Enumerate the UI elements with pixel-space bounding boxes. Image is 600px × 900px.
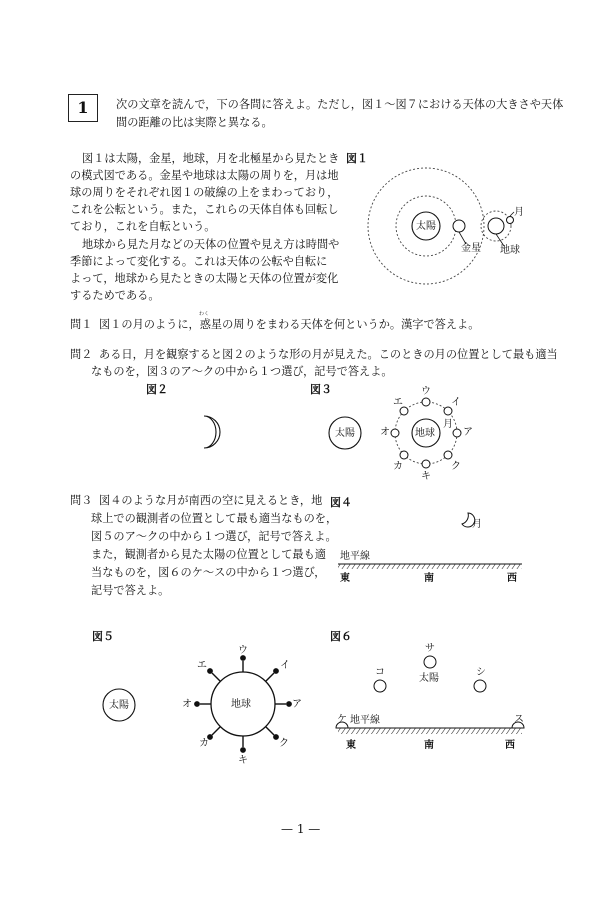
fig6-pos-sa: サ <box>425 643 435 654</box>
intro-line-1: 次の文章を読んで，下の各問に答えよ。ただし，図１～図７における天体の大きさや天体 <box>116 98 564 111</box>
fig5-pos-i: イ <box>280 660 290 671</box>
passage-line: よって，地球から見たときの太陽と天体の位置が変化 <box>70 272 339 285</box>
q3-line: 球上での観測者の位置として最も適当なものを， <box>91 512 338 525</box>
fig3-pos-i: イ <box>451 397 461 408</box>
q2-label: 問２ <box>70 348 93 361</box>
q3-line: 記号で答えよ。 <box>91 584 170 597</box>
passage-line: 図１は太陽，金星，地球，月を北極星から見たとき <box>82 152 340 165</box>
fig3-pos-ka: カ <box>393 461 403 472</box>
fig5-label: 図５ <box>92 630 114 643</box>
fig3-pos-ki: キ <box>421 471 431 482</box>
q2-line: ある日，月を観察すると図２のような形の月が見えた。このときの月の位置として最も適当 <box>99 348 558 361</box>
passage-line: ており，これを自転という。 <box>70 220 216 233</box>
fig3-sun-label: 太陽 <box>335 428 355 439</box>
passage-line: 地球から見た月などの天体の位置や見え方は時間や <box>82 238 340 251</box>
fig5-pos-e: エ <box>197 660 207 671</box>
fig4-east-label: 東 <box>340 573 350 584</box>
fig1-earth-label: 地球 <box>500 245 520 256</box>
page-number: — 1 — <box>281 822 321 836</box>
fig5-pos-o: オ <box>182 699 192 710</box>
fig5-pos-ka: カ <box>199 738 209 749</box>
fig5-pos-ki: キ <box>238 755 248 766</box>
fig5-pos-a: ア <box>292 699 302 710</box>
fig2-label: 図２ <box>146 383 168 396</box>
fig5-sun-label: 太陽 <box>109 700 129 711</box>
fig4-west-label: 西 <box>507 573 517 584</box>
q3-line: 図４のような月が南西の空に見えるとき，地 <box>99 494 323 507</box>
fig6-pos-ke: ケ <box>337 714 347 725</box>
fig1-sun-label: 太陽 <box>416 221 436 232</box>
fig3-earth-label: 地球 <box>415 428 435 439</box>
passage-line: の模式図である。金星や地球は太陽の周りを，月は地 <box>70 169 339 182</box>
fig6-label: 図６ <box>330 630 352 643</box>
q1-label: 問１ <box>70 318 93 331</box>
fig4-south-label: 南 <box>424 573 434 584</box>
fig5-earth-label: 地球 <box>231 699 251 710</box>
passage-line: するためである。 <box>70 289 160 302</box>
intro-line-2: 間の距離の比は実際と異なる。 <box>116 116 273 129</box>
fig6-pos-su: ス <box>514 714 524 725</box>
fig3-pos-a: ア <box>463 427 473 438</box>
fig6-pos-ko: コ <box>375 667 385 678</box>
q1-text: 図１の月のように，惑星の周りをまわる天体を何というか。漢字で答えよ。 <box>99 318 480 331</box>
fig4-horizon-label: 地平線 <box>340 551 370 562</box>
fig6-horizon-label: 地平線 <box>350 715 380 726</box>
passage-line: 季節によって変化する。これは天体の公転や自転に <box>70 255 328 268</box>
fig1-moon-label: 月 <box>514 207 524 218</box>
fig5-pos-ku: ク <box>279 738 289 749</box>
passage-line: 球の周りをそれぞれ図１の破線の上をまわっており， <box>70 186 339 199</box>
fig4-moon-label: 月 <box>472 519 482 530</box>
passage-line: これを公転という。また，これらの天体自体も回転し <box>70 203 339 216</box>
q3-label: 問３ <box>70 494 93 507</box>
fig3-label: 図３ <box>310 383 332 396</box>
fig3-pos-o: オ <box>380 427 390 438</box>
fig3-pos-u: ウ <box>421 386 431 397</box>
q3-line: 図５のア～クの中から１つ選び，記号で答えよ。 <box>91 530 337 543</box>
fig6-south-label: 南 <box>424 740 434 751</box>
fig3-pos-ku: ク <box>451 461 461 472</box>
fig6-west-label: 西 <box>505 740 515 751</box>
fig1-label: 図１ <box>346 152 368 165</box>
q2-line: なものを，図３のア～クの中から１つ選び，記号で答えよ。 <box>91 365 393 378</box>
fig6-pos-shi: シ <box>476 667 486 678</box>
question-number: 1 <box>68 94 98 122</box>
q3-line: また，観測者から見た太陽の位置として最も適 <box>91 548 326 561</box>
fig3-moon-label: 月 <box>443 419 453 430</box>
fig6-sun-label: 太陽 <box>419 673 439 684</box>
fig6-east-label: 東 <box>346 740 356 751</box>
fig5-pos-u: ウ <box>238 645 248 656</box>
q1-furigana: わく <box>199 311 210 317</box>
fig3-pos-e: エ <box>393 397 403 408</box>
fig1-venus-label: 金星 <box>461 243 481 254</box>
q3-line: 当なものを，図６のケ～スの中から１つ選び， <box>91 566 326 579</box>
fig4-label: 図４ <box>330 496 352 509</box>
